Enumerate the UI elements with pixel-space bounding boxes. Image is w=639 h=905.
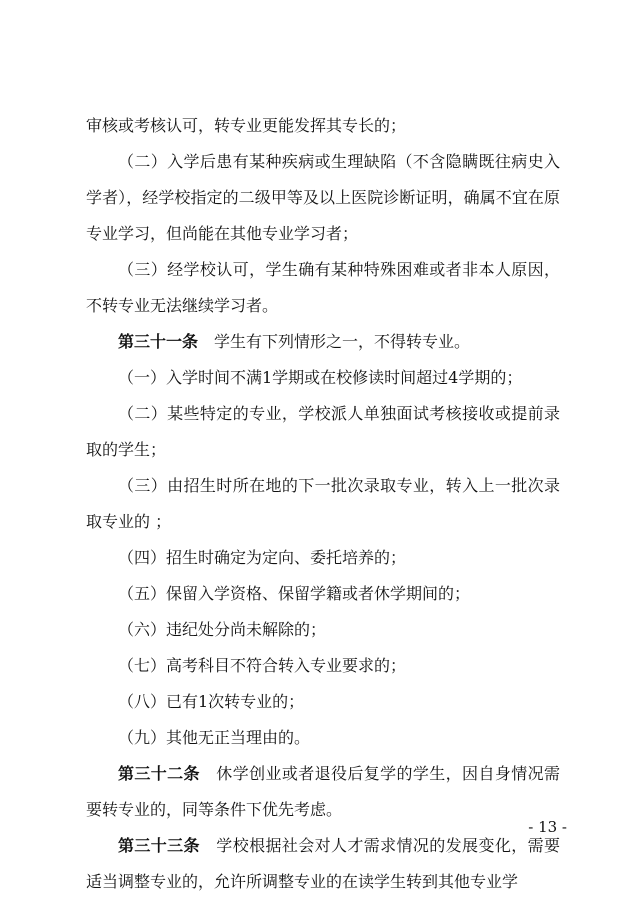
paragraph-text: （八）已有1次转专业的； <box>118 692 305 711</box>
paragraph-text: 学校根据社会对人才需求情况的发展变化，需要适当调整专业的，允许所调整专业的在读学生转到其他专业学 <box>86 836 560 891</box>
paragraph-text: （五）保留入学资格、保留学籍或者休学期间的； <box>118 584 471 603</box>
list-item <box>86 612 560 648</box>
paragraph <box>86 108 560 144</box>
list-item <box>86 648 560 684</box>
list-item <box>86 540 560 576</box>
article-number: 第三十二条 <box>118 764 200 783</box>
paragraph-text: （三）由招生时所在地的下一批次录取专业，转入上一批次录取专业的 ； <box>86 476 560 531</box>
paragraph-text: （七）高考科目不符合转入专业要求的； <box>118 656 407 675</box>
article-paragraph <box>86 828 560 900</box>
paragraph <box>86 144 560 252</box>
paragraph-text: （四）招生时确定为定向、委托培养的； <box>118 548 407 567</box>
paragraph-text: （六）违纪处分尚未解除的； <box>118 620 327 639</box>
list-item <box>86 396 560 468</box>
article-paragraph <box>86 324 560 360</box>
list-item <box>86 360 560 396</box>
paragraph-text: （二）某些特定的专业，学校派人单独面试考核接收或提前录取的学生； <box>86 404 560 459</box>
article-number: 第三十一条 <box>118 332 199 351</box>
paragraph-text: （二）入学后患有某种疾病或生理缺陷（不含隐瞒既往病史入学者），经学校指定的二级甲等及以上医院诊断证明，确属不宜在原专业学习，但尚能在其他专业学习者； <box>86 152 560 243</box>
list-item <box>86 720 560 756</box>
list-item <box>86 468 560 540</box>
body-text <box>86 108 560 900</box>
list-item <box>86 576 560 612</box>
page-number: - 13 - <box>528 818 567 836</box>
list-item <box>86 684 560 720</box>
paragraph-text: （三）经学校认可，学生确有某种特殊困难或者非本人原因，不转专业无法继续学习者。 <box>86 260 560 315</box>
article-number: 第三十三条 <box>118 836 200 855</box>
paragraph-text: （九）其他无正当理由的。 <box>118 728 311 747</box>
paragraph-text: 学生有下列情形之一，不得转专业。 <box>214 332 471 351</box>
paragraph-text: （一）入学时间不满1学期或在校修读时间超过4学期的； <box>118 368 523 387</box>
paragraph-text: 审核或考核认可，转专业更能发挥其专长的； <box>86 116 407 135</box>
paragraph <box>86 252 560 324</box>
paragraph-text: 休学创业或者退役后复学的学生，因自身情况需要转专业的，同等条件下优先考虑。 <box>86 764 560 819</box>
article-paragraph <box>86 756 560 828</box>
